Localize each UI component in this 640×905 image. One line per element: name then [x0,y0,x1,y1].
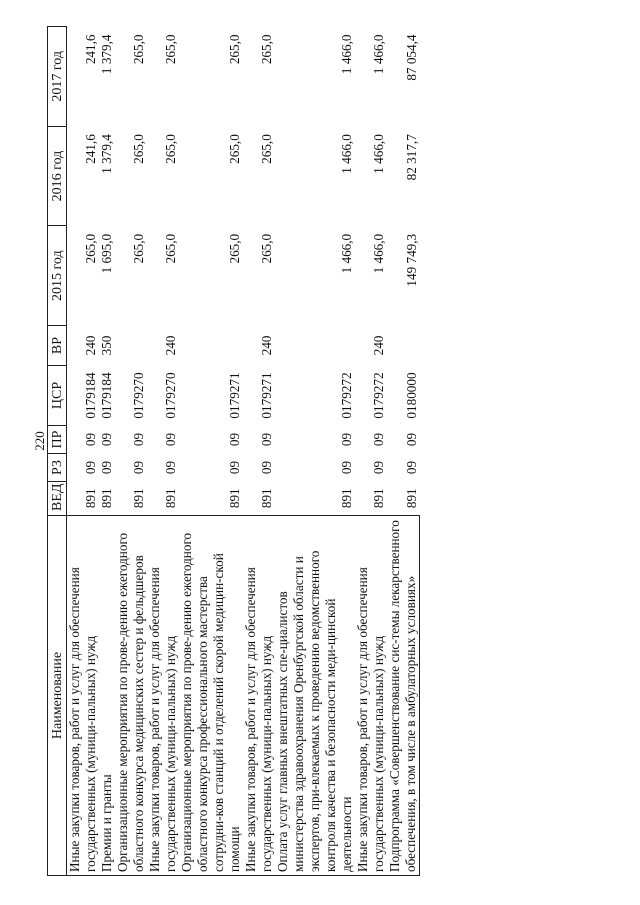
row-vr: 240 [371,335,386,356]
row-rz: 09 [259,460,274,475]
row-pr: 09 [131,432,146,447]
row-2017: 1 379,4 [99,34,114,75]
row-pr: 09 [227,432,242,447]
row-pr: 09 [163,432,178,447]
row-vr [387,326,420,366]
budget-table [47,26,420,876]
row-2015: 265,0 [163,233,178,264]
page-number: 220 [32,431,47,451]
row-2016: 82 317,7 [403,134,419,181]
row-name: Подпрограмма «Совершенствование сис-темы лекарственного обеспечения, в том числе в амбулаторных условиях» [387,516,420,876]
row-pr: 09 [339,432,354,447]
row-2015: 1 466,0 [339,233,354,274]
row-ved: 891 [339,488,354,509]
row-2015: 265,0 [227,233,242,264]
header-vr: ВР [48,326,67,366]
table-row [115,27,147,876]
row-2015: 1 695,0 [99,233,114,274]
row-rz: 09 [227,460,242,475]
row-name: Иные закупки товаров, работ и услуг для обеспечения государственных (муници-пальных) нужд [67,516,100,876]
row-vr: 240 [259,335,274,356]
row-rz: 09 [99,460,114,475]
row-2016: 241,6 [83,134,98,164]
table-body [67,27,420,876]
row-2017: 241,6 [83,34,98,65]
row-2016: 1 466,0 [371,134,386,174]
row-2017: 87 054,4 [403,34,419,81]
table-row [243,27,275,876]
row-2017: 265,0 [259,34,274,65]
row-name: Иные закупки товаров, работ и услуг для обеспечения государственных (муници-пальных) нужд [355,516,387,876]
row-csr: 0179270 [163,372,178,419]
table-row [275,27,355,876]
row-csr: 0179271 [227,372,242,419]
table-row [179,27,243,876]
table-row [147,27,179,876]
row-2016: 265,0 [131,134,146,164]
row-2017: 265,0 [163,34,178,65]
row-name: Премии и гранты [99,516,115,876]
row-csr: 0179184 [99,372,114,419]
row-ved: 891 [131,488,146,509]
row-vr: 240 [83,335,98,356]
header-2017: 2017 год [48,27,67,127]
row-ved: 891 [163,488,178,509]
row-2017: 1 466,0 [371,34,386,75]
row-vr [115,326,147,366]
header-rz: РЗ [48,454,67,482]
row-vr: 350 [99,335,114,356]
row-csr: 0179184 [83,372,98,419]
row-name: Организационные мероприятия по прове-дению ежегодного областного конкурса профессионального мастерства сотрудни-ков станций и отделений скорой медицин-ской помощи [179,516,243,876]
row-2015: 265,0 [259,233,274,264]
row-csr: 0179270 [131,372,146,419]
row-csr: 0179272 [371,372,386,419]
row-ved: 891 [371,488,386,509]
row-ved: 891 [227,488,242,509]
row-2017: 265,0 [227,34,242,65]
row-name: Организационные мероприятия по прове-дению ежегодного областного конкурса медицинских сестер и фельдшеров [115,516,147,876]
table-header [48,27,67,876]
row-rz: 09 [371,460,386,475]
row-csr: 0180000 [403,372,419,419]
row-name: Иные закупки товаров, работ и услуг для обеспечения государственных (муници-пальных) нужд [243,516,275,876]
row-rz: 09 [131,460,146,475]
table-row [355,27,387,876]
row-csr: 0179272 [339,372,354,419]
row-2016: 1 466,0 [339,134,354,174]
row-2015: 149 749,3 [403,233,419,287]
row-name: Оплата услуг главных внештатных спе-циалистов министерства здравоохранения Оренбургской области и экспертов, при-влекаемых к проведению ведомственного контроля качества и безопасности меди-цинской деятельности [275,516,355,876]
row-2016: 265,0 [259,134,274,164]
header-pr: ПР [48,426,67,454]
header-2016: 2016 год [48,126,67,226]
row-vr [179,326,243,366]
row-pr: 09 [259,432,274,447]
row-ved: 891 [403,488,419,509]
header-ved: ВЕД [48,482,67,516]
row-2016: 265,0 [227,134,242,164]
row-2016: 1 379,4 [99,134,114,174]
header-csr: ЦСР [48,366,67,426]
row-2016: 265,0 [163,134,178,164]
row-ved: 891 [99,488,114,509]
table-row [99,27,115,876]
row-rz: 09 [339,460,354,475]
row-rz: 09 [83,460,98,475]
row-2015: 265,0 [131,233,146,264]
row-vr [275,326,355,366]
row-2015: 1 466,0 [371,233,386,274]
row-2017: 1 466,0 [339,34,354,75]
rotated-sheet [32,26,612,876]
row-rz: 09 [163,460,178,475]
header-name: Наименование [48,516,67,876]
header-2015: 2015 год [48,226,67,326]
row-ved: 891 [259,488,274,509]
row-csr: 0179271 [259,372,274,419]
row-rz: 09 [403,460,419,475]
row-vr: 240 [163,335,178,356]
table-row [67,27,100,876]
row-pr: 09 [99,432,114,447]
row-pr: 09 [83,432,98,447]
row-2015: 265,0 [83,233,98,264]
row-name: Иные закупки товаров, работ и услуг для обеспечения государственных (муници-пальных) нужд [147,516,179,876]
row-ved: 891 [83,488,98,509]
row-pr: 09 [371,432,386,447]
row-pr: 09 [403,432,419,447]
row-2017: 265,0 [131,34,146,65]
table-row [387,27,420,876]
